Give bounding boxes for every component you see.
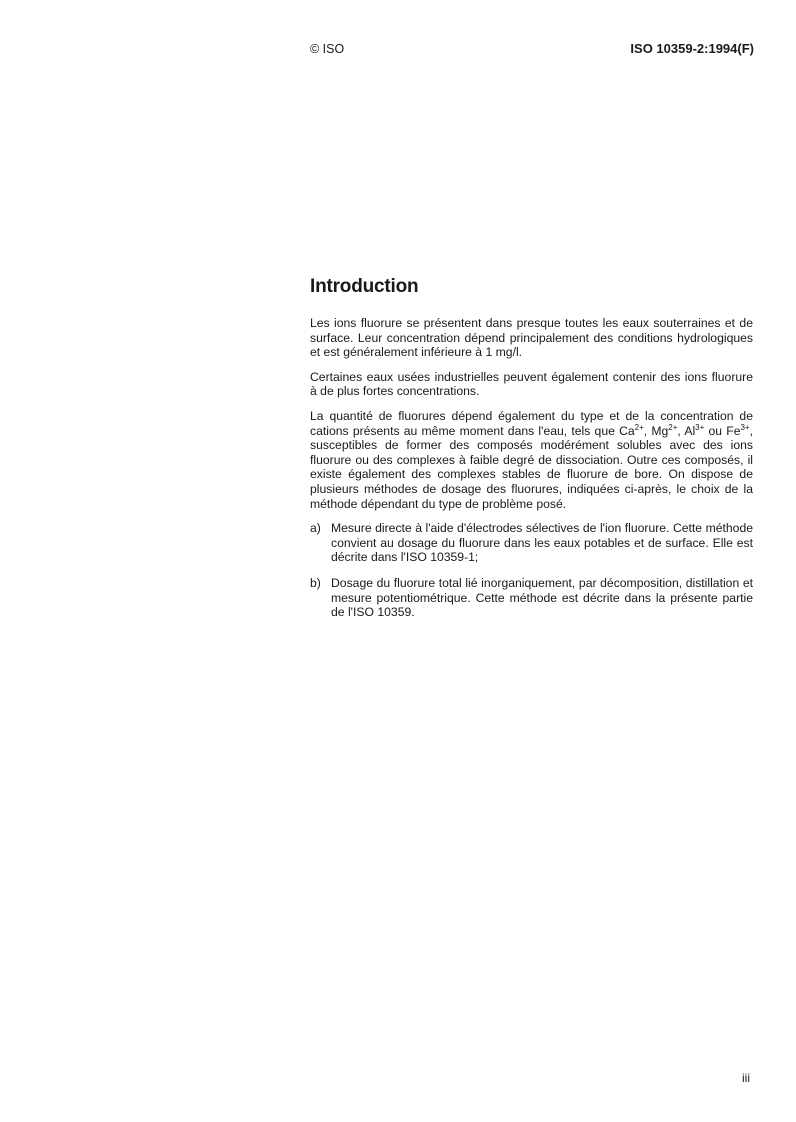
copyright-notice: © ISO	[310, 42, 345, 56]
paragraph-cations-text-1: La quantité de fluorures dépend également du type et de la concentration de cations présents au même moment dans l'eau, tels que Ca	[310, 408, 753, 438]
charge-superscript-al: 3+	[695, 422, 705, 432]
list-item-text: Dosage du fluorure total lié inorganiquement, par décomposition, distillation et mesure potentiométrique. Cette méthode est décrite dans la présente partie de l'ISO 10359.	[331, 575, 753, 620]
page-number: iii	[742, 1071, 750, 1085]
standard-reference: ISO 10359-2:1994(F)	[630, 41, 754, 56]
charge-superscript-fe: 3+	[740, 422, 750, 432]
paragraph-cations-text-4: ou Fe	[704, 423, 741, 438]
list-marker: a)	[310, 521, 321, 536]
introduction-body	[310, 316, 753, 631]
paragraph-cations-text-2: , Mg	[643, 423, 669, 438]
methods-list	[310, 521, 753, 620]
paragraph-occurrence: Les ions fluorure se présentent dans presque toutes les eaux souterraines et de surface. Leur concentration dépend principalement des conditions hydrologiques et est généralement inférieure à 1 mg/l.	[310, 316, 753, 360]
list-item-a	[310, 521, 753, 565]
list-marker: b)	[310, 575, 321, 590]
list-item-b	[310, 576, 753, 620]
charge-superscript-ca: 2+	[634, 422, 644, 432]
charge-superscript-mg: 2+	[668, 422, 678, 432]
paragraph-cations-text-3: , Al	[677, 423, 696, 438]
section-title: Introduction	[310, 276, 419, 297]
paragraph-cations-text-5: , susceptibles de former des composés modérément solubles avec des ions fluorure ou des complexes à faible degré de dissociation. Outre ces composés, il existe également des complexes stables de fluorure de bore. On dispose de plusieurs méthodes de dosage des fluorures, indiquées ci-après, le choix de la méthode dépendant du type de problème posé.	[310, 423, 753, 511]
paragraph-cations	[310, 409, 753, 511]
list-item-text: Mesure directe à l'aide d'électrodes sélectives de l'ion fluorure. Cette méthode convient au dosage du fluorure dans les eaux potables et de surface. Elle est décrite dans l'ISO 10359-1;	[331, 521, 753, 565]
paragraph-industrial-waters: Certaines eaux usées industrielles peuvent également contenir des ions fluorure à de plus fortes concentrations.	[310, 369, 753, 399]
